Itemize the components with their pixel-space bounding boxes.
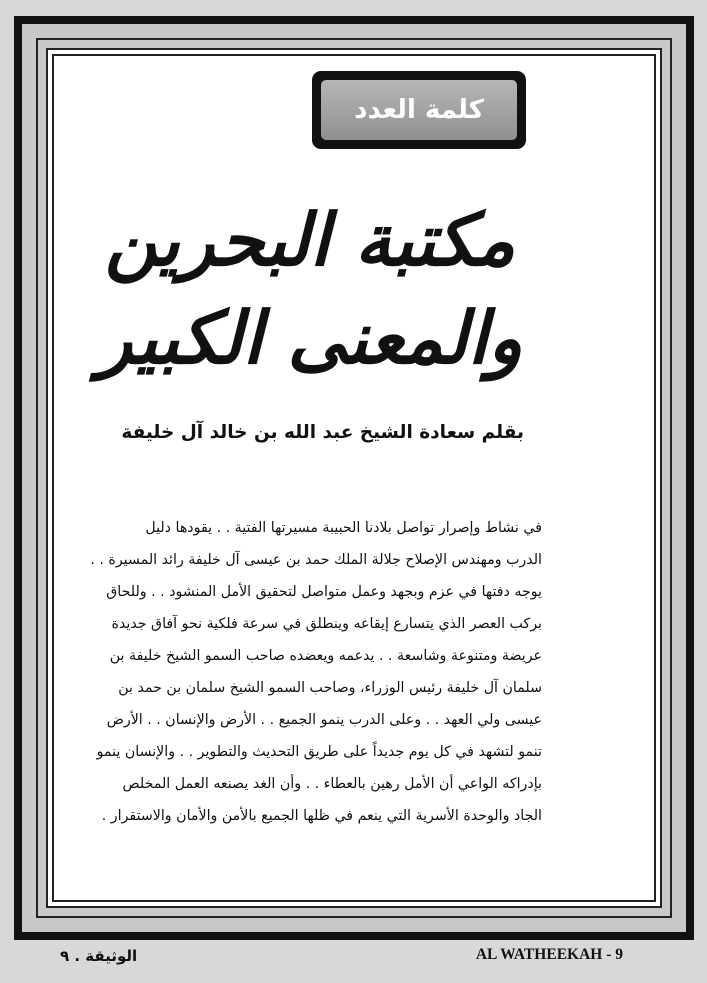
body-line: في نشاط وإصرار تواصل بلادنا الحبيبة مسيرتها الفتية . . يقودها دليل [145,520,542,536]
body-line: عيسى ولي العهد . . وعلى الدرب ينمو الجميع . . الأرض والإنسان . . الأرض [106,712,542,728]
footer-page-label-english: AL WATHEEKAH - 9 [475,946,623,963]
section-badge [312,71,526,149]
section-badge-label: كلمة العدد [354,95,484,125]
article-title-line1: مكتبة البحرين [104,197,516,282]
article-title-line2: والمعنى الكبير [97,295,523,380]
body-line: بإدراكه الواعي أن الأمل رهين بالعطاء . . وأن الغد يصنعه العمل المخلص [122,776,542,792]
body-line: تنمو لتشهد في كل يوم جديداً على طريق التحديث والتطوير . . والإنسان ينمو [96,744,542,760]
body-line: عريضة ومتنوعة وشاسعة . . يدعمه ويعضده صاحب السمو الشيخ خليفة بن [109,648,542,664]
body-line: الدرب ومهندس الإصلاح جلالة الملك حمد بن عيسى آل خليفة رائد المسيرة . . [90,552,542,568]
section-badge-inner [321,80,517,140]
article-body [62,512,542,832]
body-line: بركب العصر الذي يتسارع إيقاعه وينطلق في سرعة فلكية نحو آفاق جديدة [111,616,542,632]
footer-page-label-arabic: الوثيقة . ٩ [60,947,138,965]
author-byline: بقلم سعادة الشيخ عبد الله بن خالد آل خليفة [121,422,524,443]
body-line: يوجه دفتها في عزم وبجهد وعمل متواصل لتحقيق الأمل المنشود . . وللحاق [106,584,542,600]
body-line: سلمان آل خليفة رئيس الوزراء، وصاحب السمو الشيخ سلمان بن حمد بن [118,680,542,696]
body-line: الجاد والوحدة الأسرية التي ينعم في ظلها الجميع بالأمن والأمان والاستقرار . [101,808,542,824]
